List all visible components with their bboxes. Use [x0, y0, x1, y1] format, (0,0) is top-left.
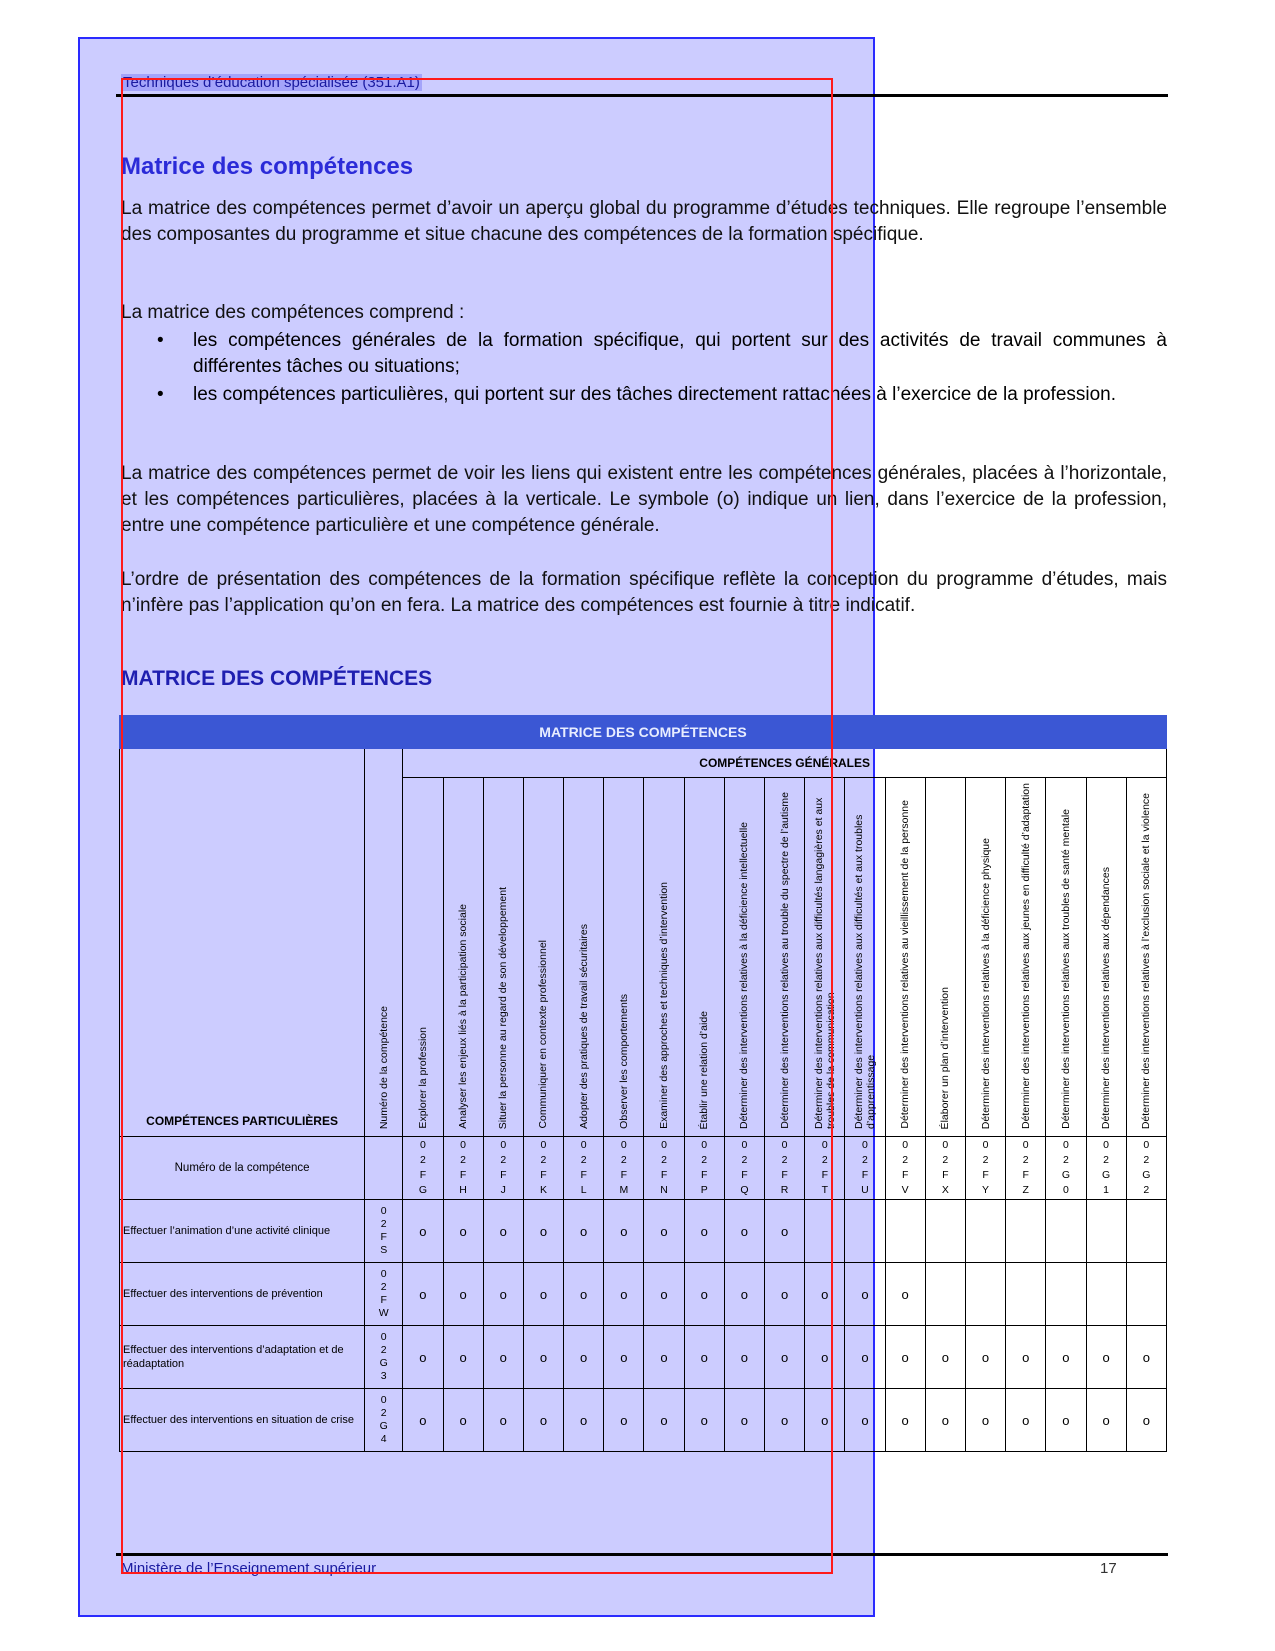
link-mark-cell: o [724, 1263, 764, 1326]
link-mark-cell [1126, 1200, 1166, 1263]
order-paragraph: L’ordre de présentation des compétences de la formation spécifique reflète la conception du programme d’études, mais n’infère pas l’application qu’on en fera. La matrice des compétences est fournie à titre indicatif. [121, 569, 1167, 616]
link-mark-cell: o [1046, 1389, 1086, 1452]
general-competence-code: 0 2 F R [765, 1137, 805, 1200]
particular-competence-code: 0 2 F S [365, 1200, 403, 1263]
general-competence-label: Adopter des pratiques de travail sécuritaires [577, 924, 590, 1129]
matrix-banner: MATRICE DES COMPÉTENCES [120, 716, 1167, 749]
general-competence-code: 0 2 G 0 [1046, 1137, 1086, 1200]
matrix-subtitle: MATRICE DES COMPÉTENCES [121, 667, 433, 690]
link-mark-cell: o [1046, 1326, 1086, 1389]
link-mark-cell: o [1006, 1326, 1046, 1389]
link-mark-cell [1046, 1200, 1086, 1263]
link-mark-cell [1006, 1263, 1046, 1326]
link-mark-cell: o [1126, 1389, 1166, 1452]
particular-competence-code: 0 2 F W [365, 1263, 403, 1326]
general-competence-label: Déterminer des interventions relatives au trouble du spectre de l’autisme [778, 792, 791, 1129]
link-mark-cell [1086, 1263, 1126, 1326]
link-mark-cell: o [403, 1263, 443, 1326]
general-competence-header [1086, 778, 1126, 1137]
link-mark-cell: o [684, 1263, 724, 1326]
general-competence-label: Déterminer des interventions relatives aux difficultés et aux troubles d’apprentissage [852, 814, 877, 1129]
general-competence-header [1006, 778, 1046, 1137]
link-mark-cell: o [604, 1389, 644, 1452]
link-mark-cell: o [724, 1389, 764, 1452]
link-mark-cell: o [925, 1326, 965, 1389]
link-mark-cell: o [765, 1200, 805, 1263]
general-competence-code: 0 2 F L [564, 1137, 604, 1200]
link-mark-cell: o [765, 1389, 805, 1452]
running-header: Techniques d’éducation spécialisée (351.A1) [123, 74, 420, 91]
link-mark-cell [1086, 1200, 1126, 1263]
link-mark-cell [925, 1200, 965, 1263]
footer-ministry: Ministère de l’Enseignement supérieur [121, 1560, 377, 1577]
general-competence-header [1126, 778, 1166, 1137]
link-mark-cell: o [443, 1326, 483, 1389]
general-competence-header [845, 778, 885, 1137]
link-mark-cell: o [885, 1389, 925, 1452]
general-competence-label: Examiner des approches et techniques d’intervention [658, 882, 671, 1129]
link-mark-cell: o [523, 1389, 563, 1452]
link-mark-cell: o [805, 1326, 845, 1389]
particular-competence-label: Effectuer des interventions de prévention [120, 1263, 365, 1326]
link-mark-cell: o [724, 1326, 764, 1389]
link-mark-cell: o [604, 1263, 644, 1326]
general-competence-code: 0 2 G 2 [1126, 1137, 1166, 1200]
link-mark-cell: o [1126, 1326, 1166, 1389]
general-competence-label: Déterminer des interventions relatives à la déficience intellectuelle [738, 822, 751, 1129]
bullet-icon: • [157, 384, 164, 405]
particular-competence-code: 0 2 G 3 [365, 1326, 403, 1389]
list-item-text: les compétences générales de la formation spécifique, qui portent sur des activités de travail communes à différentes tâches ou situations; [193, 330, 1167, 377]
link-mark-cell: o [604, 1326, 644, 1389]
link-mark-cell: o [483, 1200, 523, 1263]
link-mark-cell: o [644, 1200, 684, 1263]
general-competence-header [965, 778, 1005, 1137]
link-mark-cell [845, 1200, 885, 1263]
general-competence-label: Analyser les enjeux liés à la participation sociale [457, 904, 470, 1129]
link-mark-cell: o [805, 1263, 845, 1326]
link-mark-cell: o [1086, 1389, 1126, 1452]
general-competence-label: Déterminer des interventions relatives aux difficultés langagières et aux troubles de la communication [812, 797, 837, 1129]
general-competence-code: 0 2 F M [604, 1137, 644, 1200]
general-competence-label: Déterminer des interventions relatives à l’exclusion sociale et la violence [1140, 792, 1153, 1129]
link-mark-cell [885, 1200, 925, 1263]
link-mark-cell: o [564, 1389, 604, 1452]
bullet-icon: • [157, 330, 164, 351]
general-competence-label: Déterminer des interventions relatives aux troubles de santé mentale [1059, 809, 1072, 1129]
link-mark-cell: o [403, 1389, 443, 1452]
link-mark-cell: o [684, 1200, 724, 1263]
link-mark-cell: o [443, 1263, 483, 1326]
link-mark-cell: o [523, 1263, 563, 1326]
link-mark-cell: o [604, 1200, 644, 1263]
link-mark-cell: o [845, 1263, 885, 1326]
list-item-text: les compétences particulières, qui portent sur des tâches directement rattachées à l’exercice de la profession. [193, 384, 1117, 405]
link-mark-cell: o [765, 1326, 805, 1389]
general-competence-label: Observer les comportements [617, 994, 630, 1129]
link-mark-cell: o [483, 1326, 523, 1389]
general-competence-label: Élaborer un plan d’intervention [939, 986, 952, 1129]
link-mark-cell: o [1086, 1326, 1126, 1389]
general-competence-header [885, 778, 925, 1137]
link-mark-cell: o [925, 1389, 965, 1452]
link-mark-cell: o [564, 1326, 604, 1389]
general-competence-header [925, 778, 965, 1137]
link-mark-cell: o [644, 1263, 684, 1326]
general-competence-header [1046, 778, 1086, 1137]
general-competence-code: 0 2 F V [885, 1137, 925, 1200]
particular-competence-label: Effectuer des interventions d’adaptation et de réadaptation [120, 1326, 365, 1389]
link-mark-cell: o [845, 1389, 885, 1452]
link-mark-cell [1006, 1200, 1046, 1263]
link-mark-cell [965, 1200, 1005, 1263]
general-competence-code: 0 2 F T [805, 1137, 845, 1200]
corner-header: COMPÉTENCES PARTICULIÈRES [120, 749, 365, 1137]
list-intro-paragraph: La matrice des compétences comprend : [121, 302, 465, 323]
link-mark-cell [925, 1263, 965, 1326]
general-competence-label: Établir une relation d’aide [698, 1010, 711, 1129]
link-mark-cell: o [965, 1389, 1005, 1452]
link-mark-cell [1046, 1263, 1086, 1326]
page-title: Matrice des compétences [121, 153, 414, 180]
annotation-overlay-red [121, 78, 833, 1574]
link-mark-cell: o [403, 1326, 443, 1389]
general-competence-code: 0 2 F P [684, 1137, 724, 1200]
general-competence-code: 0 2 F Y [965, 1137, 1005, 1200]
link-mark-cell: o [885, 1263, 925, 1326]
general-competence-code: 0 2 F X [925, 1137, 965, 1200]
link-mark-cell: o [483, 1263, 523, 1326]
general-competence-label: Déterminer des interventions relatives aux jeunes en difficulté d’adaptation [1019, 783, 1032, 1129]
link-mark-cell: o [1006, 1389, 1046, 1452]
general-competences-header: COMPÉTENCES GÉNÉRALES [403, 749, 1167, 778]
link-mark-cell: o [443, 1200, 483, 1263]
link-mark-cell [965, 1263, 1005, 1326]
particular-competence-code: 0 2 G 4 [365, 1389, 403, 1452]
link-mark-cell: o [483, 1389, 523, 1452]
link-mark-cell: o [805, 1389, 845, 1452]
link-mark-cell: o [644, 1326, 684, 1389]
general-competence-code: 0 2 F G [403, 1137, 443, 1200]
link-mark-cell: o [523, 1200, 563, 1263]
links-paragraph: La matrice des compétences permet de voir les liens qui existent entre les compétences générales, placées à l’horizontale, et les compétences particulières, placées à la verticale. Le symbole (o) indique un lien, dans l’exercice de la profession, entre une compétence particulière et une compétence générale. [121, 463, 1167, 536]
general-competence-code: 0 2 F Q [724, 1137, 764, 1200]
general-competence-code: 0 2 F K [523, 1137, 563, 1200]
general-competence-code: 0 2 F N [644, 1137, 684, 1200]
link-mark-cell: o [845, 1326, 885, 1389]
link-mark-cell: o [885, 1326, 925, 1389]
link-mark-cell: o [724, 1200, 764, 1263]
link-mark-cell: o [403, 1200, 443, 1263]
code-row-label: Numéro de la compétence [120, 1137, 365, 1200]
link-mark-cell: o [684, 1389, 724, 1452]
link-mark-cell: o [765, 1263, 805, 1326]
link-mark-cell: o [644, 1389, 684, 1452]
number-header-text: Numéro de la compétence [377, 1005, 390, 1129]
page-number: 17 [1100, 1560, 1117, 1577]
general-competence-code: 0 2 F Z [1006, 1137, 1046, 1200]
general-competence-label: Déterminer des interventions relatives à la déficience physique [979, 837, 992, 1129]
link-mark-cell: o [564, 1200, 604, 1263]
general-competence-code: 0 2 F U [845, 1137, 885, 1200]
link-mark-cell: o [564, 1263, 604, 1326]
link-mark-cell: o [684, 1326, 724, 1389]
intro-paragraph: La matrice des compétences permet d’avoir un aperçu global du programme d’études techniques. Elle regroupe l’ensemble des composantes du programme et situe chacune des compétences de la formation spécifique. [121, 198, 1167, 245]
general-competence-code: 0 2 F J [483, 1137, 523, 1200]
general-competence-label: Déterminer des interventions relatives au vieillissement de la personne [899, 800, 912, 1129]
link-mark-cell: o [523, 1326, 563, 1389]
link-mark-cell: o [965, 1326, 1005, 1389]
general-competence-label: Situer la personne au regard de son développement [497, 886, 510, 1129]
particular-competence-label: Effectuer l’animation d’une activité clinique [120, 1200, 365, 1263]
link-mark-cell [1126, 1263, 1166, 1326]
link-mark-cell: o [443, 1389, 483, 1452]
general-competence-code: 0 2 F H [443, 1137, 483, 1200]
particular-competence-label: Effectuer des interventions en situation de crise [120, 1389, 365, 1452]
general-competence-label: Communiquer en contexte professionnel [537, 940, 550, 1129]
general-competence-label: Explorer la profession [416, 1027, 429, 1129]
general-competence-code: 0 2 G 1 [1086, 1137, 1126, 1200]
general-competence-label: Déterminer des interventions relatives aux dépendances [1100, 866, 1113, 1129]
